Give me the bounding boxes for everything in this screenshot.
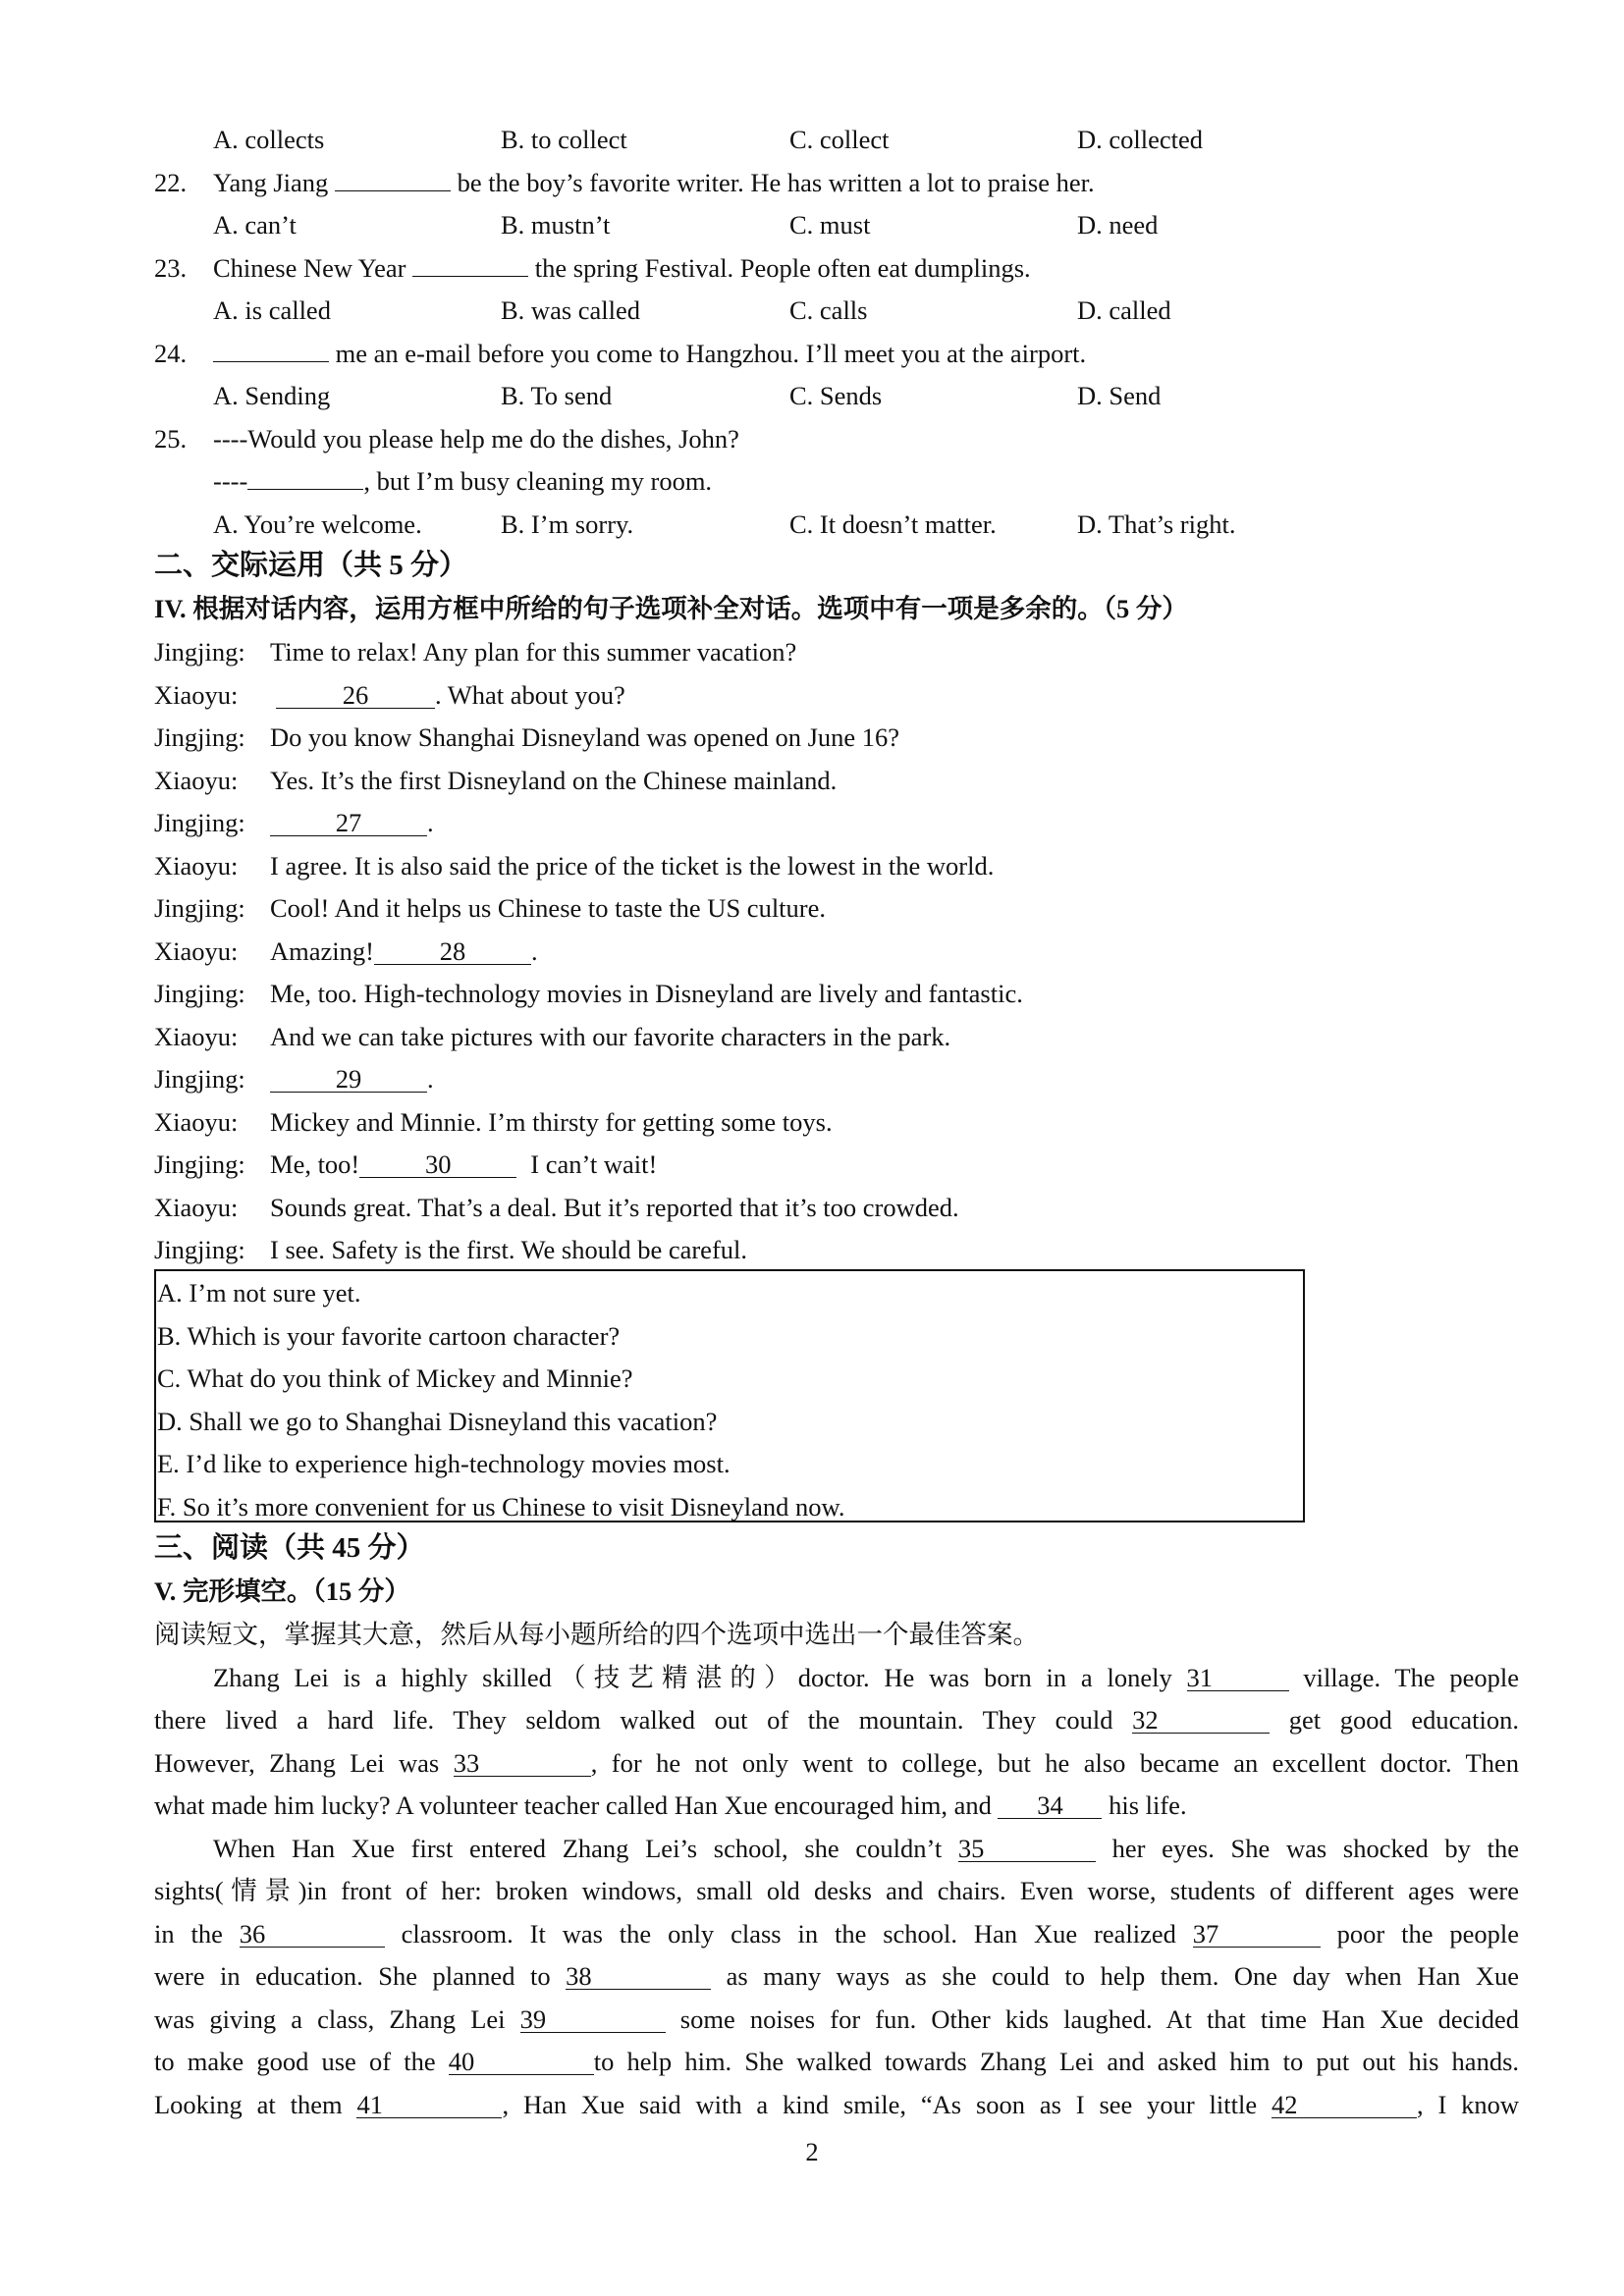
speaker-xiaoyu: Xiaoyu: [154, 1107, 239, 1137]
passage-p1-line4 [154, 1789, 1187, 1821]
speaker-jingjing: Jingjing: [154, 1149, 245, 1179]
passage-p2-line2: sights(情景)in front of her: broken windows, small old desks and chairs. Even worse, students of different ages were [154, 1876, 1519, 1905]
speaker-jingjing: Jingjing: [154, 893, 245, 923]
blank-42: 42 [1272, 2092, 1417, 2118]
box-option-e: E. I’d like to experience high-technology movies most. [157, 1449, 731, 1478]
q22-blank [335, 167, 451, 191]
dialogue-line-15 [154, 1234, 747, 1265]
blank-29: 29 [270, 1066, 427, 1093]
q22-option-c: C. must [789, 210, 871, 240]
blank-28: 28 [374, 938, 531, 965]
q24-blank [213, 338, 329, 362]
blank-37: 37 [1193, 1921, 1321, 1948]
q22-stem-before: Yang Jiang [213, 168, 329, 197]
passage-text: Looking at them [154, 2090, 343, 2119]
dialogue-text: Do you know Shanghai Disneyland was opened on June 16? [270, 722, 900, 752]
dialogue-line-14 [154, 1192, 959, 1223]
passage-text: , I know [1416, 2090, 1520, 2119]
dialogue-text: I see. Safety is the first. We should be careful. [270, 1235, 748, 1264]
dialogue-line-11 [154, 1063, 434, 1095]
q23-stem [213, 252, 1031, 284]
q23-stem-before: Chinese New Year [213, 253, 406, 283]
passage-text: to make good use of the [154, 2047, 436, 2076]
dialogue-line-2 [154, 679, 625, 711]
dialogue-text: And we can take pictures with our favorite characters in the park. [270, 1022, 951, 1051]
passage-text: Zhang Lei is a highly skilled（技艺精湛的）doctor. He was born in a lonely [213, 1663, 1172, 1692]
passage-text: his life. [1109, 1790, 1187, 1820]
dialogue-line-3 [154, 721, 899, 753]
speaker-xiaoyu: Xiaoyu: [154, 851, 239, 881]
dialogue-text: Sounds great. That’s a deal. But it’s reported that it’s too crowded. [270, 1193, 959, 1222]
q24-stem [213, 338, 1086, 369]
q25-option-d: D. That’s right. [1077, 509, 1236, 539]
q24-option-a: A. Sending [213, 381, 331, 410]
q21-option-c: C. collect [789, 125, 890, 154]
passage-text: get good education. [1288, 1705, 1519, 1735]
q24-number: 24. [154, 339, 188, 368]
q25-line2 [213, 465, 712, 497]
dialogue-line-12 [154, 1106, 833, 1138]
passage-p1-line1 [213, 1662, 1519, 1693]
passage-p1-line2 [154, 1704, 1519, 1735]
passage-text: classroom. It was the only class in the school. Han Xue realized [401, 1919, 1176, 1949]
dialogue-text: Me, too! [270, 1149, 360, 1179]
dialogue-text: . [530, 936, 538, 966]
q25-line2-prefix: ---- [213, 466, 248, 496]
passage-p2-line7 [154, 2089, 1519, 2120]
q24-stem-after: me an e-mail before you come to Hangzhou. I’ll meet you at the airport. [335, 339, 1087, 368]
box-option-b: B. Which is your favorite cartoon character? [157, 1321, 621, 1351]
dialogue-text: Me, too. High-technology movies in Disneyland are lively and fantastic. [270, 979, 1023, 1008]
dialogue-line-4 [154, 765, 837, 796]
speaker-xiaoyu: Xiaoyu: [154, 936, 239, 966]
passage-p2-line5 [154, 2003, 1519, 2035]
passage-text: , for he not only went to college, but he also became an excellent doctor. Then [590, 1748, 1519, 1778]
box-option-d: D. Shall we go to Shanghai Disneyland this vacation? [157, 1407, 718, 1436]
speaker-xiaoyu: Xiaoyu: [154, 766, 239, 795]
q24-option-b: B. To send [501, 381, 613, 410]
dialogue-text: Cool! And it helps us Chinese to taste the US culture. [270, 893, 827, 923]
dialogue-text: Time to relax! Any plan for this summer vacation? [270, 637, 797, 667]
dialogue-line-8 [154, 935, 538, 967]
q22-stem [213, 167, 1095, 198]
q25-number: 25. [154, 424, 188, 454]
passage-text: her eyes. She was shocked by the [1111, 1834, 1520, 1863]
passage-text: there lived a hard life. They seldom walked out of the mountain. They could [154, 1705, 1113, 1735]
q23-option-a: A. is called [213, 295, 331, 325]
speaker-jingjing: Jingjing: [154, 979, 245, 1008]
q25-option-a: A. You’re welcome. [213, 509, 422, 539]
dialogue-line-13 [154, 1148, 657, 1180]
passage-text: When Han Xue first entered Zhang Lei’s school, she couldn’t [213, 1834, 943, 1863]
passage-text: in the [154, 1919, 223, 1949]
page-number: 2 [805, 2137, 819, 2166]
speaker-jingjing: Jingjing: [154, 1235, 245, 1264]
dialogue-line-5 [154, 807, 434, 838]
q25-option-c: C. It doesn’t matter. [789, 509, 997, 539]
speaker-xiaoyu: Xiaoyu: [154, 1022, 239, 1051]
speaker-jingjing: Jingjing: [154, 722, 245, 752]
q22-option-a: A. can’t [213, 210, 297, 240]
section2-title: 二、交际运用（共 5 分） [154, 550, 468, 581]
blank-34: 34 [998, 1792, 1102, 1819]
passage-text: to help him. She walked towards Zhang Lei and asked him to put out his hands. [593, 2047, 1520, 2076]
dialogue-text: . What about you? [435, 680, 625, 710]
q23-blank [412, 252, 528, 277]
q25-line2-after: , but I’m busy cleaning my room. [363, 466, 713, 496]
passage-text: , Han Xue said with a kind smile, “As soon as I see your little [502, 2090, 1258, 2119]
q23-stem-after: the spring Festival. People often eat dumplings. [534, 253, 1031, 283]
q24-option-c: C. Sends [789, 381, 883, 410]
section3-title: 三、阅读（共 45 分） [154, 1532, 425, 1564]
blank-32: 32 [1132, 1707, 1270, 1734]
blank-40: 40 [449, 2049, 594, 2075]
speaker-jingjing: Jingjing: [154, 637, 245, 667]
blank-35: 35 [958, 1836, 1096, 1862]
dialogue-text: Amazing! [270, 936, 374, 966]
passage-text: was giving a class, Zhang Lei [154, 2004, 506, 2034]
passage-text: what made him lucky? A volunteer teacher called Han Xue encouraged him, and [154, 1790, 992, 1820]
q24-option-d: D. Send [1077, 381, 1162, 410]
box-option-f: F. So it’s more convenient for us Chinese to visit Disneyland now. [157, 1492, 845, 1522]
passage-text: were in education. She planned to [154, 1961, 551, 1991]
dialogue-line-1 [154, 636, 796, 667]
dialogue-line-9 [154, 978, 1023, 1009]
speaker-jingjing: Jingjing: [154, 1064, 245, 1094]
speaker-jingjing: Jingjing: [154, 808, 245, 837]
dialogue-text: . [427, 1064, 434, 1094]
dialogue-text: . [427, 808, 434, 837]
q23-option-d: D. called [1077, 295, 1171, 325]
passage-text: poor the people [1336, 1919, 1520, 1949]
passage-text: some noises for fun. Other kids laughed. At that time Han Xue decided [679, 2004, 1520, 2034]
section2-instruction: IV. 根据对话内容，运用方框中所给的句子选项补全对话。选项中有一项是多余的。（5 分） [154, 594, 1188, 623]
passage-text: However, Zhang Lei was [154, 1748, 440, 1778]
q23-option-c: C. calls [789, 295, 868, 325]
q21-option-a: A. collects [213, 125, 325, 154]
blank-27: 27 [270, 810, 427, 836]
dialogue-text: Yes. It’s the first Disneyland on the Chinese mainland. [270, 766, 838, 795]
q23-option-b: B. was called [501, 295, 641, 325]
dialogue-line-6 [154, 850, 994, 881]
passage-p2-line6 [154, 2046, 1519, 2077]
q23-number: 23. [154, 253, 188, 283]
dialogue-text: I can’t wait! [530, 1149, 658, 1179]
passage-p2-line1 [213, 1833, 1519, 1864]
q22-number: 22. [154, 168, 188, 197]
section3-instruction: 阅读短文，掌握其大意，然后从每小题所给的四个选项中选出一个最佳答案。 [154, 1620, 1039, 1649]
passage-p2-line4 [154, 1960, 1519, 1992]
dialogue-text: Mickey and Minnie. I’m thirsty for getting some toys. [270, 1107, 833, 1137]
q21-option-b: B. to collect [501, 125, 627, 154]
q21-option-d: D. collected [1077, 125, 1204, 154]
section3-subtitle: V. 完形填空。（15 分） [154, 1576, 410, 1606]
q25-line1: ----Would you please help me do the dishes, John? [213, 424, 739, 454]
blank-39: 39 [520, 2006, 666, 2033]
passage-p1-line3 [154, 1747, 1519, 1779]
q25-option-b: B. I’m sorry. [501, 509, 634, 539]
dialogue-text: I agree. It is also said the price of the ticket is the lowest in the world. [270, 851, 995, 881]
passage-p2-line3 [154, 1918, 1519, 1949]
q25-blank [247, 465, 363, 490]
speaker-xiaoyu: Xiaoyu: [154, 680, 239, 710]
passage-text: as many ways as she could to help them. One day when Han Xue [726, 1961, 1520, 1991]
q22-option-d: D. need [1077, 210, 1159, 240]
dialogue-line-10 [154, 1021, 950, 1052]
blank-41: 41 [356, 2092, 502, 2118]
speaker-xiaoyu: Xiaoyu: [154, 1193, 239, 1222]
blank-33: 33 [454, 1750, 591, 1777]
blank-26: 26 [276, 682, 435, 709]
box-option-c: C. What do you think of Mickey and Minnie? [157, 1363, 633, 1393]
blank-31: 31 [1187, 1665, 1289, 1691]
blank-30: 30 [359, 1151, 516, 1178]
dialogue-line-7 [154, 892, 826, 924]
q22-stem-after: be the boy’s favorite writer. He has written a lot to praise her. [457, 168, 1095, 197]
q22-option-b: B. mustn’t [501, 210, 611, 240]
blank-36: 36 [240, 1921, 385, 1948]
box-option-a: A. I’m not sure yet. [157, 1278, 361, 1308]
blank-38: 38 [566, 1963, 711, 1990]
passage-text: village. The people [1303, 1663, 1520, 1692]
